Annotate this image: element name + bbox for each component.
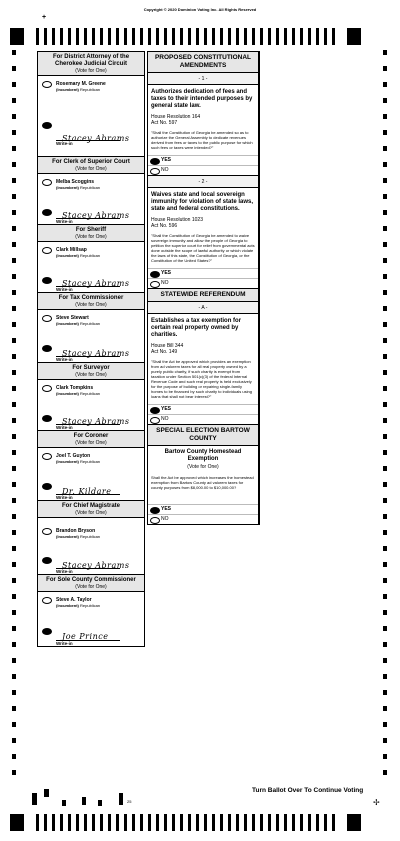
race-header: [38, 363, 144, 380]
vote-oval-filled[interactable]: [150, 507, 160, 514]
race-chief-magistrate: [37, 500, 145, 548]
race-instruction: (Vote for One): [75, 68, 107, 74]
option-yes[interactable]: YES: [148, 268, 258, 278]
candidate-name: Rosemary M. Greene: [56, 81, 106, 87]
write-in-row[interactable]: [37, 340, 145, 362]
vote-oval[interactable]: [42, 453, 52, 460]
candidate-row[interactable]: [38, 518, 144, 548]
option-yes[interactable]: YES: [148, 404, 258, 414]
candidate-row[interactable]: [38, 242, 144, 267]
candidate-party: (Incumbent) Republican: [56, 87, 101, 92]
write-in-row[interactable]: [38, 102, 144, 146]
write-in-label: Write-in: [56, 495, 73, 500]
amendment-question: Waives state and local sovereign immunity for violation of state laws, state and federal constitutions.: [151, 192, 254, 212]
candidate-name: Clark Tompkins: [56, 385, 94, 391]
race-title: For Tax Commissioner: [58, 295, 124, 301]
constitutional-amendments: [147, 51, 259, 288]
vote-oval-filled[interactable]: [42, 277, 52, 284]
race-instruction: (Vote for One): [75, 440, 107, 446]
write-in-row[interactable]: [37, 204, 145, 224]
race-header: [38, 501, 144, 518]
race-title: For Chief Magistrate: [61, 503, 120, 509]
write-in-row[interactable]: [37, 548, 145, 574]
amendment-reference: House Resolution 1023 Act No. 596: [151, 217, 203, 229]
handwritten-name: Joe Prince: [62, 632, 109, 641]
special-instruction: (Vote for One): [187, 464, 219, 470]
candidate-name: Clark Millsap: [56, 247, 87, 253]
race-instruction: (Vote for One): [75, 584, 107, 590]
vote-oval[interactable]: [150, 168, 160, 175]
vote-oval[interactable]: [42, 315, 52, 322]
candidate-party: (Incumbent) Republican: [56, 534, 101, 539]
vote-oval[interactable]: [42, 247, 52, 254]
vote-oval[interactable]: [42, 597, 52, 604]
handwritten-name: Dr. Kildare: [62, 487, 112, 496]
special-text: Shall the Act be approved which increases the homestead exemption from Bartow County ad valorem taxes for county purposes from $8,000.00 to $10,000.00?: [151, 475, 254, 490]
race-instruction: (Vote for One): [75, 166, 107, 172]
candidate-name: Joel T. Guyton: [56, 453, 91, 459]
write-in-label: Write-in: [56, 219, 73, 224]
vote-oval-filled[interactable]: [42, 415, 52, 422]
write-in-row[interactable]: [37, 622, 145, 647]
candidate-name: Steve Stewart: [56, 315, 89, 321]
vote-oval[interactable]: [42, 179, 52, 186]
top-timing-marks: [10, 28, 361, 45]
ballot-code: 25: [127, 799, 132, 804]
write-in-label: Write-in: [56, 357, 73, 362]
section-header: [148, 52, 258, 73]
write-in-label: Write-in: [56, 569, 73, 574]
candidate-name: Melba Scoggins: [56, 179, 95, 185]
amendment-text: "Shall the Constitution of Georgia be amended so as to authorize the General Assembly to dedicate revenues derived from fees or taxes to the public purpose for which such fees or taxes were intended?": [151, 130, 253, 150]
candidate-party: (Incumbent) Republican: [56, 253, 101, 258]
special-election: [147, 424, 259, 525]
candidate-row[interactable]: [38, 380, 144, 405]
candidate-party: (Incumbent) Republican: [56, 321, 101, 326]
section-title: SPECIAL ELECTION BARTOW COUNTY: [156, 427, 250, 442]
race-title: For Clerk of Superior Court: [52, 159, 130, 165]
option-yes[interactable]: YES: [148, 504, 258, 514]
vote-oval-filled[interactable]: [42, 122, 52, 129]
race-title: For Sheriff: [75, 227, 107, 233]
amendment-reference: House Resolution 164 Act No. 597: [151, 114, 201, 126]
amendment-body: [148, 188, 258, 268]
section-title: STATEWIDE REFERENDUM: [160, 291, 246, 298]
race-header: [38, 293, 144, 310]
option-no[interactable]: NO: [148, 514, 258, 524]
amendment-body: [148, 85, 258, 155]
write-in-label: Write-in: [56, 641, 73, 646]
candidate-party: (Incumbent) Republican: [56, 185, 101, 190]
candidate-row[interactable]: [38, 310, 144, 335]
section-header: [148, 289, 258, 302]
vote-oval-filled[interactable]: [42, 345, 52, 352]
race-instruction: (Vote for One): [75, 234, 107, 240]
special-question: Bartow County Homestead Exemption: [164, 449, 242, 462]
section-title: PROPOSED CONSTITUTIONAL AMENDMENTS: [154, 54, 252, 69]
measures-column: [147, 51, 260, 525]
race-header: [38, 431, 144, 448]
write-in-row[interactable]: [37, 272, 145, 292]
amendment-number: - 1 -: [148, 73, 258, 85]
crosshair-icon: ✢: [373, 798, 380, 807]
vote-oval[interactable]: [42, 385, 52, 392]
referendum-question: Establishes a tax exemption for certain real property owned by charities.: [151, 318, 242, 338]
handwritten-name: Stacey Abrams: [62, 211, 130, 220]
race-header: [38, 225, 144, 242]
section-header: [148, 425, 258, 446]
race-title: For District Attorney of the Cherokee Judicial Circuit: [52, 54, 130, 67]
race-title: For Sole County Commissioner: [46, 577, 136, 583]
handwritten-name: Stacey Abrams: [62, 561, 130, 570]
handwritten-name: Stacey Abrams: [62, 134, 130, 143]
amendment-question: Authorizes dedication of fees and taxes to their intended purposes by general state law.: [151, 89, 253, 109]
race-title: For Coroner: [73, 433, 109, 439]
candidate-name: Brandon Bryson: [56, 528, 96, 534]
referendum-body: [148, 314, 258, 404]
bottom-timing-marks: [10, 814, 361, 831]
handwritten-name: Stacey Abrams: [62, 417, 130, 426]
race-coroner: [37, 430, 145, 478]
race-sole-county-commissioner: [37, 574, 145, 622]
vote-oval[interactable]: [150, 517, 160, 524]
special-body: [148, 446, 258, 504]
candidate-row[interactable]: [38, 592, 144, 617]
option-no[interactable]: NO: [148, 165, 258, 175]
vote-oval[interactable]: [150, 281, 160, 288]
race-title: For Surveyor: [72, 365, 110, 371]
vote-oval-filled[interactable]: [150, 407, 160, 414]
race-instruction: (Vote for One): [75, 372, 107, 378]
option-no[interactable]: NO: [148, 278, 258, 288]
race-header: [38, 52, 144, 76]
code-mark: [32, 793, 37, 805]
amendment-text: "Shall the Constitution of Georgia be amended to waive sovereign immunity and allow the people of Georgia to petition the superior court for relief from governmental acts done outside the scope of lawful authority or which violate the laws of this state, the Constitution of Georgia, or the Constitution of the United States?": [151, 233, 255, 263]
vote-oval[interactable]: [150, 417, 160, 424]
referendum-reference: House Bill 344 Act No. 149: [151, 343, 184, 355]
vote-oval-filled[interactable]: [42, 557, 52, 564]
candidate-races-column: [37, 51, 145, 647]
handwritten-name: Stacey Abrams: [62, 279, 130, 288]
code-mark: [44, 789, 49, 797]
referendum-text: "Shall the Act be approved which provides an exemption from ad valorem taxes for all real property owned by a purely public charity, if such charity is exempt from taxation under Section 501(c)(3) of the federal Internal Revenue Code and such real property is held exclusively for the purpose of building or repairing single-family homes to be financed by such charity to individuals using loans that shall not bear interest?": [151, 359, 252, 399]
race-district-attorney: [37, 51, 145, 156]
option-no[interactable]: NO: [148, 414, 258, 424]
candidate-row[interactable]: [38, 448, 144, 473]
vote-oval-filled[interactable]: [42, 209, 52, 216]
registration-plus: +: [42, 14, 47, 21]
statewide-referendum: [147, 288, 259, 424]
race-tax-commissioner: [37, 292, 145, 340]
handwritten-name: Stacey Abrams: [62, 349, 130, 358]
amendment-number: - 2 -: [148, 175, 258, 188]
vote-oval[interactable]: [42, 81, 52, 88]
code-mark: [119, 793, 123, 805]
race-sheriff: [37, 224, 145, 272]
vote-oval-filled[interactable]: [42, 483, 52, 490]
candidate-party: (Incumbent) Republican: [56, 391, 101, 396]
candidate-party: (Incumbent) Republican: [56, 603, 101, 608]
vote-oval-filled[interactable]: [150, 158, 160, 165]
write-in-row[interactable]: [37, 478, 145, 500]
race-clerk-superior-court: [37, 156, 145, 204]
race-header: [38, 575, 144, 592]
race-surveyor: [37, 362, 145, 410]
option-yes[interactable]: YES: [148, 155, 258, 165]
candidate-name: Steve A. Taylor: [56, 597, 92, 603]
race-instruction: (Vote for One): [75, 510, 107, 516]
copyright-notice: Copyright © 2020 Dominion Voting Inc. All Rights Reserved: [143, 7, 257, 12]
candidate-party: (Incumbent) Republican: [56, 459, 101, 464]
race-instruction: (Vote for One): [75, 302, 107, 308]
code-mark: [98, 800, 102, 806]
write-in-label: Write-in: [56, 141, 73, 146]
write-in-row[interactable]: [37, 410, 145, 430]
vote-oval[interactable]: [42, 528, 52, 535]
referendum-number: - A -: [148, 302, 258, 314]
code-mark: [82, 797, 86, 805]
vote-oval-filled[interactable]: [42, 628, 52, 635]
write-in-label: Write-in: [56, 287, 73, 292]
vote-oval-filled[interactable]: [150, 271, 160, 278]
write-in-label: Write-in: [56, 425, 73, 430]
turn-over-instruction: Turn Ballot Over To Continue Voting: [252, 787, 364, 794]
candidate-row[interactable]: [38, 76, 144, 102]
code-mark: [62, 800, 66, 806]
race-header: [38, 157, 144, 174]
candidate-row[interactable]: [38, 174, 144, 199]
